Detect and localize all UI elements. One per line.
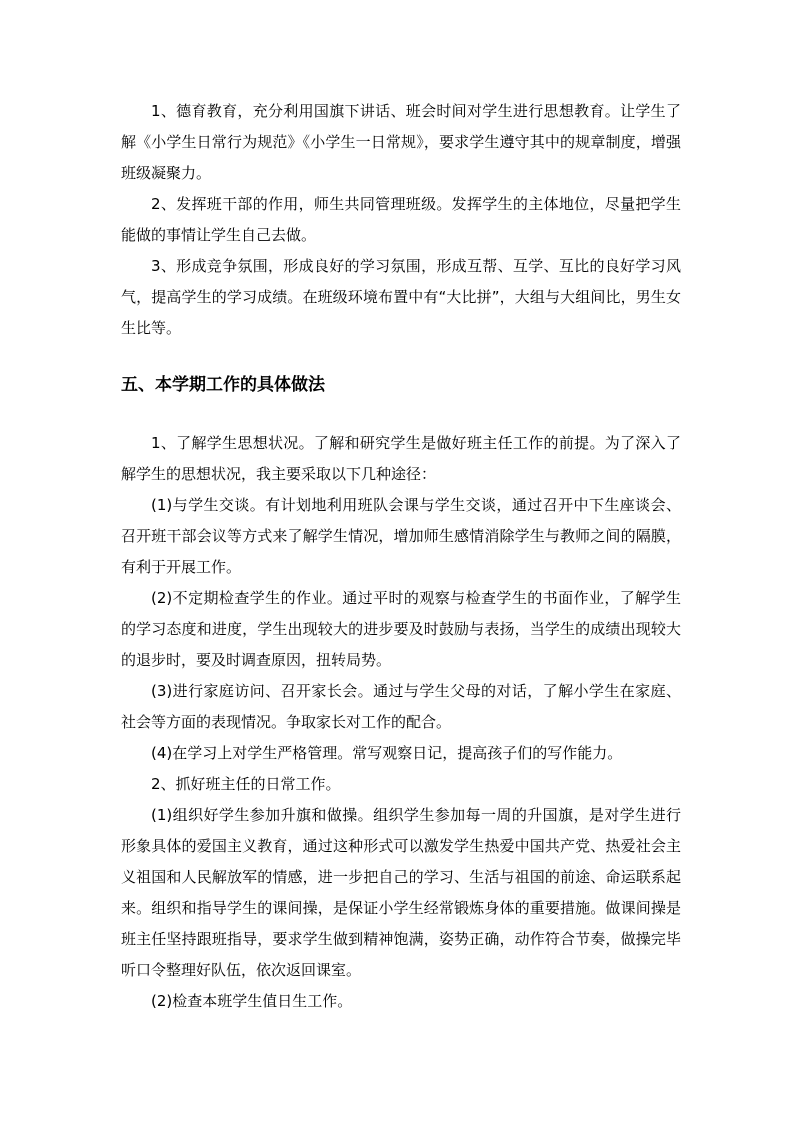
paragraph-strict-management: (4)在学习上对学生严格管理。常写观察日记，提高孩子们的写作能力。 <box>151 744 623 762</box>
document-body <box>121 96 681 1017</box>
paragraph-talk-with-students: (1)与学生交谈。有计划地利用班队会课与学生交谈，通过召开中下生座谈会、召开班干部会议等方式来了解学生情况，增加师生感情消除学生与教师之间的隔膜，有利于开展工作。 <box>121 496 681 576</box>
paragraph-competition: 3、形成竞争氛围，形成良好的学习氛围，形成互帮、互学、互比的良好学习风气，提高学生的学习成绩。在班级环境布置中有“大比拼”，大组与大组间比，男生女生比等。 <box>121 257 681 337</box>
paragraph-check-homework: (2)不定期检查学生的作业。通过平时的观察与检查学生的书面作业，了解学生的学习态度和进度，学生出现较大的进步要及时鼓励与表扬，当学生的成绩出现较大的退步时，要及时调查原因，扭转局势。 <box>121 589 681 669</box>
paragraph-daily-work: 2、抓好班主任的日常工作。 <box>151 775 341 793</box>
paragraph-moral-education: 1、德育教育，充分利用国旗下讲话、班会时间对学生进行思想教育。让学生了解《小学生日常行为规范》《小学生一日常规》，要求学生遵守其中的规章制度，增强班级凝聚力。 <box>121 102 681 182</box>
paragraph-class-cadres: 2、发挥班干部的作用，师生共同管理班级。发挥学生的主体地位，尽量把学生能做的事情让学生自己去做。 <box>121 195 681 244</box>
paragraph-understand-students: 1、了解学生思想状况。了解和研究学生是做好班主任工作的前提。为了深入了解学生的思想状况，我主要采取以下几种途径： <box>121 434 681 483</box>
section-heading: 五、本学期工作的具体做法 <box>121 375 325 395</box>
paragraph-flag-and-exercise: (1)组织好学生参加升旗和做操。组织学生参加每一周的升国旗，是对学生进行形象具体的爱国主义教育，通过这种形式可以激发学生热爱中国共产党、热爱社会主义祖国和人民解放军的情感，进一步把自己的学习、生活与祖国的前途、命运联系起来。组织和指导学生的课间操，是保证小学生经常锻炼身体的重要措施。做课间操是班主任坚持跟班指导，要求学生做到精神饱满，姿势正确，动作符合节奏，做操完毕听口令整理好队伍，依次返回课室。 <box>121 806 681 979</box>
paragraph-duty-check: (2)检查本班学生值日生工作。 <box>151 992 353 1010</box>
paragraph-home-visits: (3)进行家庭访问、召开家长会。通过与学生父母的对话，了解小学生在家庭、社会等方面的表现情况。争取家长对工作的配合。 <box>121 682 681 731</box>
